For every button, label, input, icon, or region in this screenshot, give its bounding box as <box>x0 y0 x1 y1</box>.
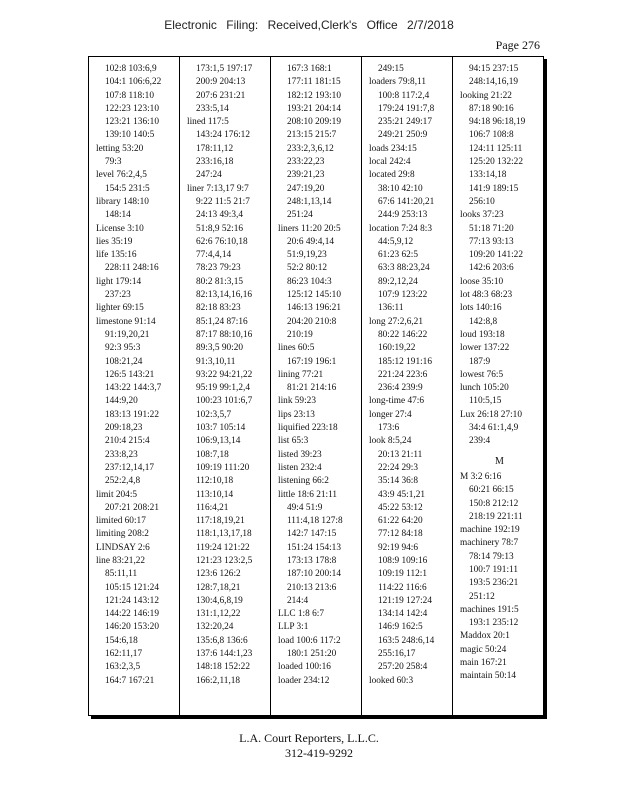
index-entry: 105:15 121:24 <box>105 582 159 593</box>
index-entry: License 3:10 <box>96 223 144 234</box>
index-entry: lots 140:16 <box>460 303 502 314</box>
index-entry: 154:6,18 <box>105 635 138 646</box>
index-entry: look 8:5,24 <box>369 436 412 447</box>
index-entry: 111:4,18 127:8 <box>287 516 343 527</box>
index-entry: 92:3 95:3 <box>105 343 141 354</box>
index-entry: 221:24 223:6 <box>378 369 428 380</box>
index-entry: listening 66:2 <box>278 476 329 487</box>
index-entry: loaders 79:8,11 <box>369 77 426 88</box>
index-entry: 143:22 144:3,7 <box>105 383 162 394</box>
index-entry: 136:11 <box>378 303 404 314</box>
index-entry: 109:19 111:20 <box>196 462 250 473</box>
index-entry: loose 35:10 <box>460 276 504 287</box>
index-entry: 239:21,23 <box>287 170 325 181</box>
index-entry: 44:5,9,12 <box>378 236 414 247</box>
index-entry: 118:1,13,17,18 <box>196 529 252 540</box>
index-entry: 141:9 189:15 <box>469 183 519 194</box>
index-entry: 91:19,20,21 <box>105 329 150 340</box>
index-entry: magic 50:24 <box>460 644 507 655</box>
index-entry: 207:6 231:21 <box>196 90 246 101</box>
index-entry: limit 204:5 <box>96 489 138 500</box>
index-entry: 166:2,11,18 <box>196 675 241 686</box>
index-entry: 103:7 105:14 <box>196 423 246 434</box>
index-entry: 182:12 193:10 <box>287 90 341 101</box>
index-entry: lot 48:3 68:23 <box>460 290 513 301</box>
index-entry: 87:17 88:10,16 <box>196 329 253 340</box>
index-entry: 82:13,14,16,16 <box>196 290 253 301</box>
index-entry: 119:24 121:22 <box>196 542 250 553</box>
index-entry: 112:10,18 <box>196 476 234 487</box>
index-entry: lighter 69:15 <box>96 303 144 314</box>
index-entry: life 135:16 <box>96 250 137 261</box>
index-entry: 210:19 <box>287 329 313 340</box>
index-entry: 51:9,19,23 <box>287 250 327 261</box>
index-entry: 210:13 213:6 <box>287 582 337 593</box>
index-entry: 9:22 11:5 21:7 <box>196 196 250 207</box>
index-entry: 102:8 103:6,9 <box>105 64 157 74</box>
index-entry: 114:22 116:6 <box>378 582 427 593</box>
index-entry: looked 60:3 <box>369 675 414 686</box>
index-entry: 124:11 125:11 <box>469 143 523 154</box>
index-entry: 85:1,24 87:16 <box>196 316 248 327</box>
index-entry: 244:9 253:13 <box>378 210 428 221</box>
index-entry: 233:5,14 <box>196 103 229 114</box>
index-entry: 133:14,18 <box>469 170 507 181</box>
index-entry: 117:18,19,21 <box>196 516 245 527</box>
index-entry: lips 23:13 <box>278 409 315 420</box>
index-entry: 148:18 152:22 <box>196 662 250 673</box>
index-entry: library 148:10 <box>96 196 149 207</box>
index-entry: 107:8 118:10 <box>105 90 154 101</box>
index-entry: 106:9,13,14 <box>196 436 241 447</box>
index-entry: 20:13 21:11 <box>378 449 423 460</box>
index-entry: 45:22 53:12 <box>378 502 423 513</box>
index-entry: 104:1 106:6,22 <box>105 77 162 88</box>
index-entry: loader 234:12 <box>278 675 330 686</box>
index-entry: 177:11 181:15 <box>287 77 341 88</box>
index-entry: 34:4 61:1,4,9 <box>469 423 519 434</box>
index-entry: 60:21 66:15 <box>469 485 514 496</box>
index-entry: 22:24 29:3 <box>378 462 419 473</box>
index-entry: 237:12,14,17 <box>105 462 155 473</box>
index-entry: lower 137:22 <box>460 343 510 354</box>
index-entry: 95:19 99:1,2,4 <box>196 383 250 394</box>
index-entry: 109:19 112:1 <box>378 569 427 580</box>
index-entry: 51:18 71:20 <box>469 223 514 234</box>
index-entry: 109:20 141:22 <box>469 250 523 261</box>
index-entry: listen 232:4 <box>278 462 322 473</box>
index-entry: load 100:6 117:2 <box>278 635 341 646</box>
index-entry: 252:2,4,8 <box>105 476 141 487</box>
index-entry: 193:5 236:21 <box>469 578 519 589</box>
index-entry: list 65:3 <box>278 436 309 447</box>
index-entry: 233:2,3,6,12 <box>287 143 334 154</box>
index-entry: loads 234:15 <box>369 143 417 154</box>
index-entry: 82:18 83:23 <box>196 303 241 314</box>
index-entry: 143:24 176:12 <box>196 130 250 141</box>
index-entry: 248:1,13,14 <box>287 196 332 207</box>
index-entry: 257:20 258:4 <box>378 662 428 673</box>
index-entry: 93:22 94:21,22 <box>196 369 253 380</box>
index-entry: 67:6 141:20,21 <box>378 196 435 207</box>
index-entry: 108:9 109:16 <box>378 555 428 566</box>
index-entry: 132:20,24 <box>196 622 234 633</box>
index-entry: 87:18 90:16 <box>469 103 514 114</box>
index-entry: 142:7 147:15 <box>287 529 337 540</box>
index-entry: 178:11,12 <box>196 143 234 154</box>
index-entry: 173:13 178:8 <box>287 555 337 566</box>
index-entry: local 242:4 <box>369 157 411 168</box>
index-entry: 94:18 96:18,19 <box>469 117 526 128</box>
index-entry: 78:14 79:13 <box>469 551 514 562</box>
index-entry: 209:18,23 <box>105 423 143 434</box>
index-entry: 131:1,12,22 <box>196 609 241 620</box>
index-entry: main 167:21 <box>460 658 507 669</box>
index-entry: long 27:2,6,21 <box>369 316 423 327</box>
index-entry: liquified 223:18 <box>278 423 338 434</box>
index-entry: 81:21 214:16 <box>287 383 337 394</box>
index-entry: 146:20 153:20 <box>105 622 159 633</box>
index-entry: 125:12 145:10 <box>287 290 341 301</box>
index-entry: 110:5,15 <box>469 396 502 407</box>
index-entry: 160:19,22 <box>378 343 416 354</box>
index-entry: limiting 208:2 <box>96 529 149 540</box>
index-entry: 107:9 123:22 <box>378 290 428 301</box>
index-entry: lunch 105:20 <box>460 383 509 394</box>
footer <box>0 731 618 761</box>
index-entry: 38:10 42:10 <box>378 183 423 194</box>
index-entry: 204:20 210:8 <box>287 316 337 327</box>
index-entry: 150:8 212:12 <box>469 498 519 509</box>
index-entry: maintain 50:14 <box>460 671 517 682</box>
index-entry: 116:4,21 <box>196 502 229 513</box>
index-entry: 77:12 84:18 <box>378 529 423 540</box>
index-entry: 122:23 123:10 <box>105 103 159 114</box>
index-entry: 146:9 162:5 <box>378 622 423 633</box>
index-entry: 255:16,17 <box>378 649 416 660</box>
index-entry: 24:13 49:3,4 <box>196 210 244 221</box>
index-letter-header: M <box>495 455 504 467</box>
index-entry: 35:14 36:8 <box>378 476 419 487</box>
index-entry: 173:6 <box>378 423 400 434</box>
index-column-3 <box>271 57 362 715</box>
index-entry: 256:10 <box>469 196 495 207</box>
index-entry: 193:21 204:14 <box>287 103 341 114</box>
index-table <box>88 56 544 716</box>
index-entry: 148:14 <box>105 210 131 221</box>
index-entry: longer 27:4 <box>369 409 412 420</box>
index-entry: liner 7:13,17 9:7 <box>187 183 249 194</box>
index-entry: 121:19 127:24 <box>378 595 432 606</box>
index-entry: limited 60:17 <box>96 516 146 527</box>
index-entry: 78:23 79:23 <box>196 263 241 274</box>
reporter-company: L.A. Court Reporters, L.L.C. <box>239 731 379 745</box>
index-entry: 91:3,10,11 <box>196 356 236 367</box>
index-entry: 79:3 <box>105 157 122 168</box>
electronic-filing-stamp: Electronic Filing: Received,Clerk's Office 2/7/2018 <box>164 18 454 32</box>
index-entry: 144:22 146:19 <box>105 609 159 620</box>
index-entry: 61:22 64:20 <box>378 516 423 527</box>
index-entry: 77:4,4,14 <box>196 250 232 261</box>
index-entry: 162:11,17 <box>105 649 143 660</box>
index-entry: 163:2,3,5 <box>105 662 141 673</box>
index-entry: 125:20 132:22 <box>469 157 523 168</box>
index-entry: 167:3 168:1 <box>287 64 332 74</box>
index-entry: 135:6,8 136:6 <box>196 635 248 646</box>
index-entry: 187:10 200:14 <box>287 569 341 580</box>
index-entry: 237:23 <box>105 290 131 301</box>
index-entry: lined 117:5 <box>187 117 229 128</box>
index-entry: 121:24 143:12 <box>105 595 159 606</box>
index-entry: 108:21,24 <box>105 356 143 367</box>
index-entry: liners 11:20 20:5 <box>278 223 341 234</box>
index-entry: 154:5 231:5 <box>105 183 150 194</box>
index-entry: little 18:6 21:11 <box>278 489 338 500</box>
index-entry: 179:24 191:7,8 <box>378 103 435 114</box>
index-entry: 49:4 51:9 <box>287 502 323 513</box>
index-entry: located 29:8 <box>369 170 415 181</box>
index-column-5 <box>453 57 543 715</box>
index-entry: 94:15 237:15 <box>469 64 519 74</box>
index-entry: limestone 91:14 <box>96 316 156 327</box>
index-entry: 52:2 80:12 <box>287 263 328 274</box>
index-entry: LLC 1:8 6:7 <box>278 609 324 620</box>
index-entry: listed 39:23 <box>278 449 322 460</box>
index-entry: 139:10 140:5 <box>105 130 155 141</box>
index-entry: 100:8 117:2,4 <box>378 90 430 101</box>
index-entry: 247:24 <box>196 170 222 181</box>
index-entry: LINDSAY 2:6 <box>96 542 150 553</box>
index-entry: 137:6 144:1,23 <box>196 649 253 660</box>
index-entry: 77:13 93:13 <box>469 236 514 247</box>
index-entry: 86:23 104:3 <box>287 276 332 287</box>
index-entry: 167:19 196:1 <box>287 356 337 367</box>
index-entry: long-time 47:6 <box>369 396 425 407</box>
index-entry: looking 21:22 <box>460 90 512 101</box>
index-entry: 235:21 249:17 <box>378 117 432 128</box>
index-entry: machines 191:5 <box>460 604 519 615</box>
index-entry: 61:23 62:5 <box>378 250 419 261</box>
index-entry: 126:5 143:21 <box>105 369 155 380</box>
index-entry: 233:16,18 <box>196 157 234 168</box>
index-entry: 163:5 248:6,14 <box>378 635 435 646</box>
index-entry: line 83:21,22 <box>96 555 146 566</box>
index-entry: 123:6 126:2 <box>196 569 241 580</box>
index-entry: 85:11,11 <box>105 569 138 580</box>
index-entry: 249:21 250:9 <box>378 130 428 141</box>
index-entry: machine 192:19 <box>460 525 520 536</box>
index-entry: 134:14 142:4 <box>378 609 428 620</box>
index-entry: 43:9 45:1,21 <box>378 489 426 500</box>
index-entry: 183:13 191:22 <box>105 409 159 420</box>
index-entry: link 59:23 <box>278 396 316 407</box>
index-entry: 249:15 <box>378 64 404 74</box>
index-entry: 207:21 208:21 <box>105 502 159 513</box>
index-entry: 123:21 136:10 <box>105 117 159 128</box>
index-entry: Lux 26:18 27:10 <box>460 409 522 420</box>
index-entry: lines 60:5 <box>278 343 315 354</box>
index-entry: LLP 3:1 <box>278 622 309 633</box>
index-entry: 164:7 167:21 <box>105 675 155 686</box>
index-entry: 187:9 <box>469 356 491 367</box>
index-entry: 102:3,5,7 <box>196 409 232 420</box>
index-entry: 62:6 76:10,18 <box>196 236 248 247</box>
index-entry: loaded 100:16 <box>278 662 331 673</box>
index-entry: 208:10 209:19 <box>287 117 341 128</box>
index-entry: 146:13 196:21 <box>287 303 341 314</box>
index-entry: 210:4 215:4 <box>105 436 150 447</box>
index-entry: 63:3 88:23,24 <box>378 263 430 274</box>
index-entry: 121:23 123:2,5 <box>196 555 253 566</box>
index-entry: 251:12 <box>469 591 495 602</box>
index-entry: 89:3,5 90:20 <box>196 343 244 354</box>
index-entry: 89:2,12,24 <box>378 276 418 287</box>
index-entry: loud 193:18 <box>460 329 505 340</box>
index-column-1 <box>89 57 180 715</box>
index-entry: lining 77:21 <box>278 369 324 380</box>
index-entry: 151:24 154:13 <box>287 542 341 553</box>
index-entry: 142:6 203:6 <box>469 263 514 274</box>
index-entry: letting 53:20 <box>96 143 144 154</box>
index-entry: Maddox 20:1 <box>460 631 510 642</box>
index-entry: 233:22,23 <box>287 157 325 168</box>
index-entry: 180:1 251:20 <box>287 649 337 660</box>
index-entry: 218:19 221:11 <box>469 511 523 522</box>
page-number: Page 276 <box>495 38 540 52</box>
index-entry: 108:7,18 <box>196 449 229 460</box>
index-entry: 51:8,9 52:16 <box>196 223 244 234</box>
index-entry: 200:9 204:13 <box>196 77 246 88</box>
index-entry: 20:6 49:4,14 <box>287 236 335 247</box>
index-entry: 173:1,5 197:17 <box>196 64 253 74</box>
index-entry: light 179:14 <box>96 276 142 287</box>
index-entry: 92:19 94:6 <box>378 542 419 553</box>
index-entry: lies 35:19 <box>96 236 133 247</box>
index-entry: 100:23 101:6,7 <box>196 396 253 407</box>
index-column-2 <box>180 57 271 715</box>
index-entry: 100:7 191:11 <box>469 564 518 575</box>
index-entry: 128:7,18,21 <box>196 582 241 593</box>
index-entry: 80:22 146:22 <box>378 329 428 340</box>
index-entry: 193:1 235:12 <box>469 618 519 629</box>
index-entry: 228:11 248:16 <box>105 263 159 274</box>
index-column-4 <box>362 57 453 715</box>
reporter-phone: 312-419-9292 <box>285 746 353 760</box>
index-entry: lowest 76:5 <box>460 369 504 380</box>
index-entry: 247:19,20 <box>287 183 325 194</box>
index-entry: 130:4,6,8,19 <box>196 595 243 606</box>
index-entry: 213:15 215:7 <box>287 130 337 141</box>
index-entry: 144:9,20 <box>105 396 138 407</box>
index-entry: looks 37:23 <box>460 210 504 221</box>
index-entry: 80:2 81:3,15 <box>196 276 244 287</box>
index-entry: 113:10,14 <box>196 489 234 500</box>
index-entry: 233:8,23 <box>105 449 138 460</box>
index-entry: 106:7 108:8 <box>469 130 514 141</box>
index-entry: 214:4 <box>287 595 309 606</box>
index-entry: M 3:2 6:16 <box>460 471 502 482</box>
index-entry: 251:24 <box>287 210 313 221</box>
index-entry: 185:12 191:16 <box>378 356 432 367</box>
index-entry: 248:14,16,19 <box>469 77 519 88</box>
index-entry: 142:8,8 <box>469 316 498 327</box>
index-entry: machinery 78:7 <box>460 538 519 549</box>
index-entry: level 76:2,4,5 <box>96 170 147 181</box>
index-entry: location 7:24 8:3 <box>369 223 433 234</box>
index-entry: 239:4 <box>469 436 491 447</box>
index-entry: 236:4 239:9 <box>378 383 423 394</box>
